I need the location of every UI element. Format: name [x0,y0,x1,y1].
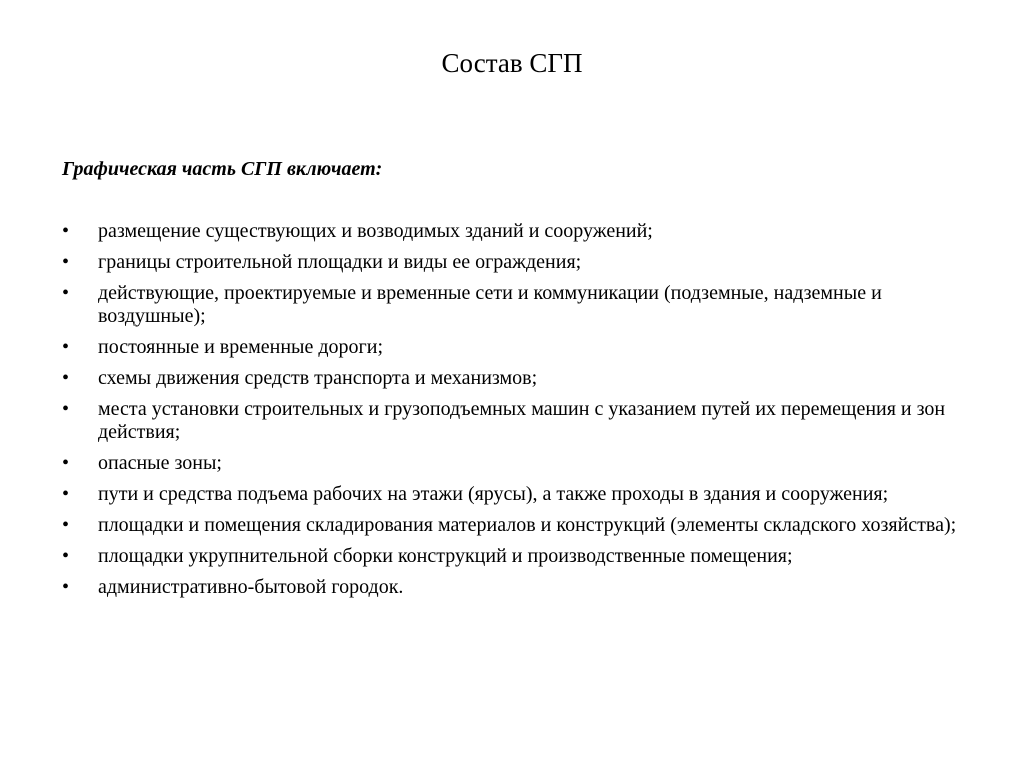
bullet-icon: • [62,398,70,420]
bullet-icon: • [62,483,70,505]
bullet-icon: • [62,282,70,304]
list-item-text: опасные зоны; [98,452,222,474]
bullet-icon: • [62,545,70,567]
bullet-icon: • [62,336,70,358]
list-item-text: постоянные и временные дороги; [98,336,384,358]
section-heading: Графическая часть СГП включает: [62,158,383,180]
list-item [0,220,978,243]
list-item [0,483,978,506]
bullet-icon: • [62,367,70,389]
list-item-text: размещение существующих и возводимых зданий и сооружений; [98,220,653,242]
slide-title: Состав СГП [441,48,583,78]
list-item [0,367,978,390]
list-item [0,545,978,568]
list-item [0,282,978,328]
list-item-text: площадки и помещения складирования материалов и конструкций (элементы складского хозяйства); [98,514,957,536]
list-item-text: места установки строительных и грузоподъемных машин с указанием путей их перемещения и зон действия; [98,398,946,443]
list-item [0,251,978,274]
list-item-text: пути и средства подъема рабочих на этажи (ярусы), а также проходы в здания и сооружения; [98,483,889,505]
list-item [0,514,978,537]
list-item [0,576,978,599]
list-item [0,398,978,444]
list-item [0,452,978,475]
list-item [0,336,978,359]
bullet-icon: • [62,251,70,273]
list-item-text: административно-бытовой городок. [98,576,404,598]
list-item-text: площадки укрупнительной сборки конструкций и производственные помещения; [98,545,793,567]
bullet-list [0,220,1000,607]
bullet-icon: • [62,514,70,536]
list-item-text: схемы движения средств транспорта и механизмов; [98,367,538,389]
bullet-icon: • [62,452,70,474]
list-item-text: действующие, проектируемые и временные сети и коммуникации (подземные, надземные и воздушные); [98,282,882,327]
bullet-icon: • [62,220,70,242]
list-item-text: границы строительной площадки и виды ее ограждения; [98,251,582,273]
bullet-icon: • [62,576,70,598]
